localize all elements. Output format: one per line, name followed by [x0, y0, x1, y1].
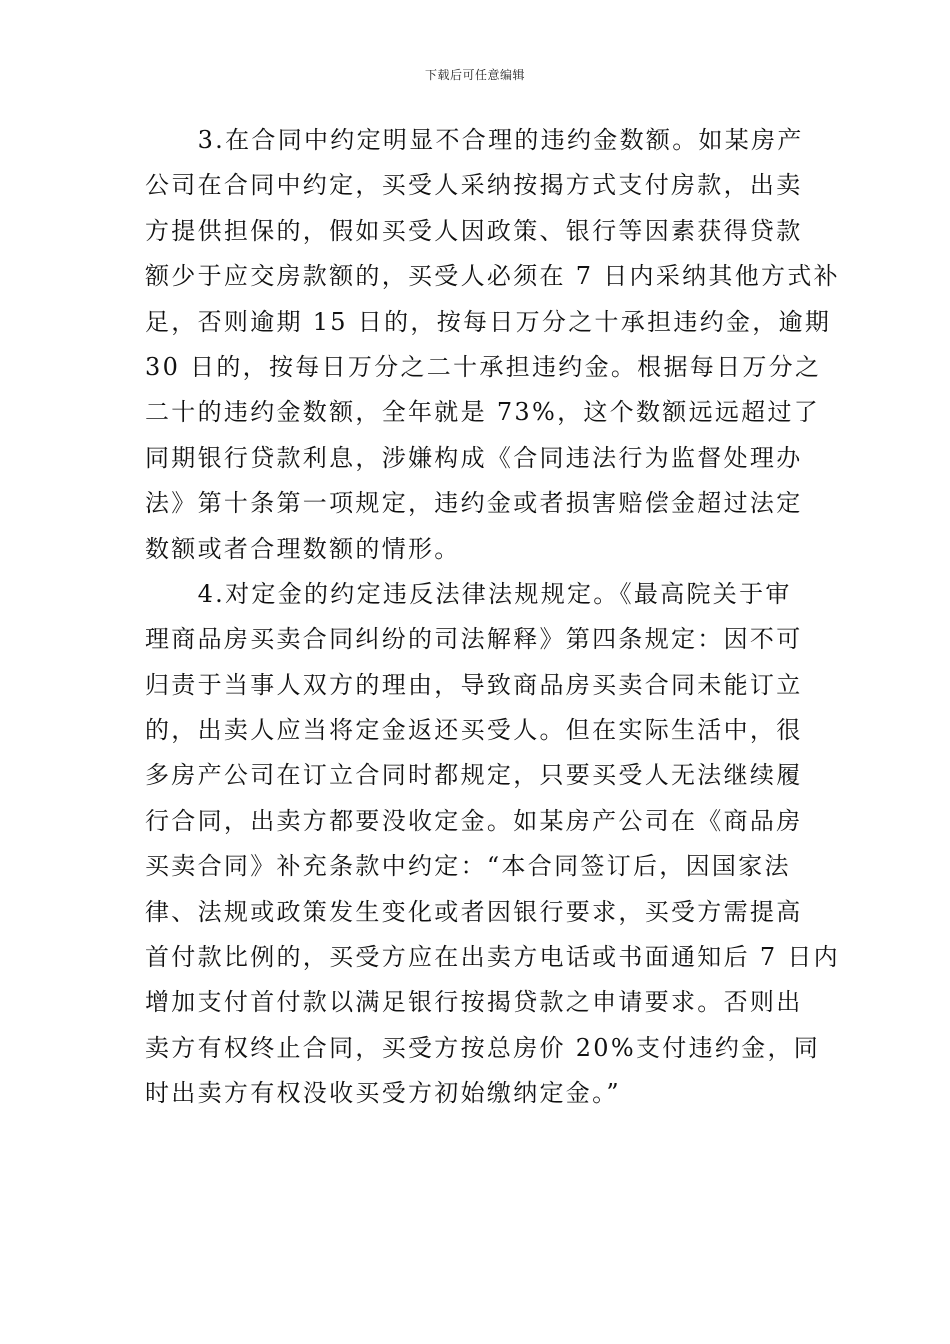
text-line: 的，出卖人应当将定金返还买受人。但在实际生活中，很	[145, 716, 803, 745]
text-line: 律、法规或政策发生变化或者因银行要求，买受方需提高	[145, 897, 803, 926]
text-line: 足，否则逾期 15 日的，按每日万分之十承担违约金，逾期	[145, 307, 832, 336]
text-line: 30 日的，按每日万分之二十承担违约金。根据每日万分之	[145, 352, 822, 381]
text-line: 时出卖方有权没收买受方初始缴纳定金。”	[145, 1079, 621, 1108]
text-line: 额少于应交房款额的，买受人必须在 7 日内采纳其他方式补	[145, 262, 840, 291]
text-line: 方提供担保的，假如买受人因政策、银行等因素获得贷款	[145, 216, 803, 245]
text-line: 增加支付首付款以满足银行按揭贷款之申请要求。否则出	[145, 988, 803, 1017]
text-line: 同期银行贷款利息，涉嫌构成《合同违法行为监督处理办	[145, 443, 803, 472]
text-line: 法》第十条第一项规定，违约金或者损害赔偿金超过法定	[145, 489, 803, 518]
text-line: 数额或者合理数额的情形。	[145, 534, 461, 563]
text-line: 归责于当事人双方的理由，导致商品房买卖合同未能订立	[145, 670, 803, 699]
text-line: 4.对定金的约定违反法律法规规定。《最高院关于审	[145, 579, 792, 608]
text-line: 二十的违约金数额，全年就是 73%，这个数额远远超过了	[145, 398, 821, 427]
text-line: 理商品房买卖合同纠纷的司法解释》第四条规定：因不可	[145, 625, 803, 654]
text-line: 首付款比例的，买受方应在出卖方电话或书面通知后 7 日内	[145, 943, 840, 972]
text-line: 公司在合同中约定，买受人采纳按揭方式支付房款，出卖	[145, 171, 803, 200]
document-body	[145, 118, 840, 1117]
text-line: 多房产公司在订立合同时都规定，只要买受人无法继续履	[145, 761, 803, 790]
text-line: 买卖合同》补充条款中约定：“本合同签订后，因国家法	[145, 852, 791, 881]
header-note: 下载后可任意编辑	[424, 68, 525, 82]
text-line: 行合同，出卖方都要没收定金。如某房产公司在《商品房	[145, 806, 803, 835]
text-line: 卖方有权终止合同，买受方按总房价 20%支付违约金，同	[145, 1033, 821, 1062]
text-line: 3.在合同中约定明显不合理的违约金数额。如某房产	[145, 126, 804, 154]
